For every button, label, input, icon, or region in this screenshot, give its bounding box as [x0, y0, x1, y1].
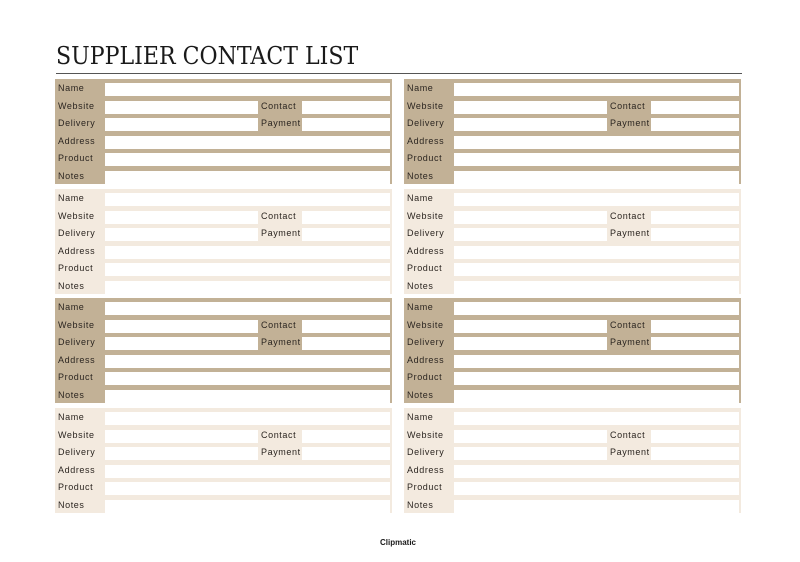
row-delivery: [404, 116, 739, 134]
product-label: Product: [407, 372, 443, 382]
website-field[interactable]: [454, 211, 607, 224]
row-website: [404, 318, 739, 336]
website-label: Website: [407, 429, 444, 440]
contact-field[interactable]: [651, 430, 739, 443]
row-delivery: [55, 445, 390, 463]
product-field[interactable]: [105, 153, 390, 166]
row-notes: [55, 279, 390, 297]
name-label: Name: [58, 83, 85, 93]
product-label: Product: [58, 372, 94, 382]
notes-label: Notes: [58, 170, 85, 181]
notes-label: Notes: [58, 389, 85, 400]
notes-label: Notes: [407, 170, 434, 181]
delivery-field[interactable]: [454, 118, 607, 131]
row-notes: [404, 279, 739, 297]
row-name: [55, 300, 390, 318]
payment-field[interactable]: [302, 337, 390, 350]
notes-label: Notes: [407, 280, 434, 291]
row-website: [404, 99, 739, 117]
supplier-card-7: [55, 408, 392, 513]
row-delivery: [55, 226, 390, 244]
address-field[interactable]: [454, 465, 739, 478]
row-product: [55, 151, 390, 169]
delivery-field[interactable]: [105, 447, 258, 460]
contact-label: Contact: [261, 319, 297, 330]
row-product: [55, 370, 390, 388]
name-field[interactable]: [454, 193, 739, 206]
row-product: [404, 261, 739, 279]
row-website: [404, 428, 739, 446]
row-name: [404, 81, 739, 99]
address-label: Address: [58, 135, 96, 146]
contact-label: Contact: [261, 210, 297, 221]
delivery-field[interactable]: [105, 228, 258, 241]
supplier-card-3: [55, 189, 392, 294]
page-title: SUPPLIER CONTACT LIST: [56, 42, 359, 70]
notes-field[interactable]: [105, 500, 390, 513]
name-field[interactable]: [105, 193, 390, 206]
website-label: Website: [58, 100, 95, 111]
payment-label: Payment: [610, 447, 650, 457]
row-address: [55, 134, 390, 152]
delivery-label: Delivery: [407, 337, 445, 347]
website-field[interactable]: [105, 320, 258, 333]
notes-field[interactable]: [105, 281, 390, 294]
address-label: Address: [407, 464, 445, 475]
contact-label: Contact: [610, 319, 646, 330]
payment-label: Payment: [610, 337, 650, 347]
delivery-label: Delivery: [407, 228, 445, 238]
contact-label: Contact: [610, 429, 646, 440]
delivery-field[interactable]: [454, 228, 607, 241]
website-field[interactable]: [454, 320, 607, 333]
supplier-card-5: [55, 298, 392, 403]
row-name: [55, 410, 390, 428]
product-field[interactable]: [454, 482, 739, 495]
payment-field[interactable]: [302, 447, 390, 460]
delivery-label: Delivery: [58, 118, 96, 128]
website-label: Website: [407, 100, 444, 111]
supplier-card-8: [404, 408, 741, 513]
website-field[interactable]: [454, 101, 607, 114]
contact-field[interactable]: [302, 320, 390, 333]
product-label: Product: [407, 263, 443, 273]
name-label: Name: [58, 412, 85, 422]
website-label: Website: [407, 210, 444, 221]
contact-field[interactable]: [302, 430, 390, 443]
notes-field[interactable]: [454, 281, 739, 294]
notes-field[interactable]: [105, 171, 390, 184]
row-address: [404, 134, 739, 152]
payment-field[interactable]: [651, 228, 739, 241]
row-notes: [55, 388, 390, 406]
notes-label: Notes: [407, 499, 434, 510]
row-product: [404, 480, 739, 498]
delivery-field[interactable]: [105, 337, 258, 350]
row-product: [55, 261, 390, 279]
row-website: [55, 209, 390, 227]
contact-field[interactable]: [302, 211, 390, 224]
address-label: Address: [58, 464, 96, 475]
payment-field[interactable]: [302, 228, 390, 241]
payment-field[interactable]: [651, 118, 739, 131]
website-label: Website: [58, 210, 95, 221]
row-delivery: [404, 445, 739, 463]
row-notes: [55, 498, 390, 516]
notes-label: Notes: [58, 280, 85, 291]
delivery-label: Delivery: [58, 447, 96, 457]
contact-label: Contact: [261, 429, 297, 440]
address-label: Address: [407, 354, 445, 365]
row-delivery: [55, 335, 390, 353]
address-field[interactable]: [105, 465, 390, 478]
contact-label: Contact: [610, 210, 646, 221]
row-notes: [404, 388, 739, 406]
name-label: Name: [407, 412, 434, 422]
notes-field[interactable]: [454, 171, 739, 184]
row-product: [404, 151, 739, 169]
product-field[interactable]: [105, 482, 390, 495]
payment-field[interactable]: [651, 337, 739, 350]
row-address: [55, 353, 390, 371]
row-name: [404, 300, 739, 318]
name-label: Name: [58, 302, 85, 312]
delivery-field[interactable]: [454, 447, 607, 460]
name-label: Name: [407, 83, 434, 93]
product-field[interactable]: [105, 372, 390, 385]
address-label: Address: [407, 135, 445, 146]
row-notes: [55, 169, 390, 187]
row-notes: [404, 169, 739, 187]
name-field[interactable]: [105, 412, 390, 425]
row-delivery: [404, 226, 739, 244]
product-field[interactable]: [105, 263, 390, 276]
name-field[interactable]: [105, 83, 390, 96]
supplier-card-4: [404, 189, 741, 294]
title-divider: [56, 73, 742, 74]
product-field[interactable]: [454, 153, 739, 166]
row-delivery: [55, 116, 390, 134]
address-field[interactable]: [454, 355, 739, 368]
product-field[interactable]: [454, 263, 739, 276]
notes-field[interactable]: [454, 500, 739, 513]
notes-label: Notes: [407, 389, 434, 400]
payment-field[interactable]: [302, 118, 390, 131]
row-notes: [404, 498, 739, 516]
row-name: [55, 81, 390, 99]
delivery-label: Delivery: [58, 337, 96, 347]
product-label: Product: [407, 153, 443, 163]
address-field[interactable]: [105, 136, 390, 149]
delivery-label: Delivery: [407, 447, 445, 457]
row-address: [404, 244, 739, 262]
payment-label: Payment: [261, 337, 301, 347]
product-label: Product: [407, 482, 443, 492]
supplier-card-2: [404, 79, 741, 184]
website-label: Website: [58, 429, 95, 440]
contact-field[interactable]: [651, 101, 739, 114]
address-field[interactable]: [105, 246, 390, 259]
website-field[interactable]: [105, 211, 258, 224]
row-website: [404, 209, 739, 227]
name-field[interactable]: [454, 83, 739, 96]
payment-label: Payment: [610, 228, 650, 238]
payment-field[interactable]: [651, 447, 739, 460]
payment-label: Payment: [261, 228, 301, 238]
address-field[interactable]: [454, 136, 739, 149]
product-label: Product: [58, 263, 94, 273]
product-label: Product: [58, 482, 94, 492]
contact-field[interactable]: [302, 101, 390, 114]
delivery-label: Delivery: [407, 118, 445, 128]
name-field[interactable]: [105, 302, 390, 315]
row-website: [55, 99, 390, 117]
website-field[interactable]: [105, 430, 258, 443]
delivery-label: Delivery: [58, 228, 96, 238]
payment-label: Payment: [610, 118, 650, 128]
row-website: [55, 428, 390, 446]
payment-label: Payment: [261, 118, 301, 128]
row-product: [404, 370, 739, 388]
row-name: [404, 191, 739, 209]
product-label: Product: [58, 153, 94, 163]
address-field[interactable]: [105, 355, 390, 368]
name-label: Name: [407, 302, 434, 312]
notes-label: Notes: [58, 499, 85, 510]
name-field[interactable]: [454, 302, 739, 315]
contact-label: Contact: [261, 100, 297, 111]
name-label: Name: [407, 193, 434, 203]
delivery-field[interactable]: [454, 337, 607, 350]
address-label: Address: [407, 245, 445, 256]
name-label: Name: [58, 193, 85, 203]
row-address: [404, 463, 739, 481]
supplier-card-1: [55, 79, 392, 184]
website-field[interactable]: [105, 101, 258, 114]
address-label: Address: [58, 354, 96, 365]
notes-field[interactable]: [454, 390, 739, 403]
website-field[interactable]: [454, 430, 607, 443]
row-address: [404, 353, 739, 371]
row-delivery: [404, 335, 739, 353]
row-address: [55, 244, 390, 262]
row-name: [404, 410, 739, 428]
notes-field[interactable]: [105, 390, 390, 403]
product-field[interactable]: [454, 372, 739, 385]
website-label: Website: [58, 319, 95, 330]
row-product: [55, 480, 390, 498]
website-label: Website: [407, 319, 444, 330]
delivery-field[interactable]: [105, 118, 258, 131]
address-label: Address: [58, 245, 96, 256]
supplier-card-6: [404, 298, 741, 403]
contact-label: Contact: [610, 100, 646, 111]
brand-logo: Clipmatic: [380, 538, 417, 547]
row-name: [55, 191, 390, 209]
payment-label: Payment: [261, 447, 301, 457]
contact-field[interactable]: [651, 211, 739, 224]
address-field[interactable]: [454, 246, 739, 259]
contact-field[interactable]: [651, 320, 739, 333]
name-field[interactable]: [454, 412, 739, 425]
row-website: [55, 318, 390, 336]
row-address: [55, 463, 390, 481]
